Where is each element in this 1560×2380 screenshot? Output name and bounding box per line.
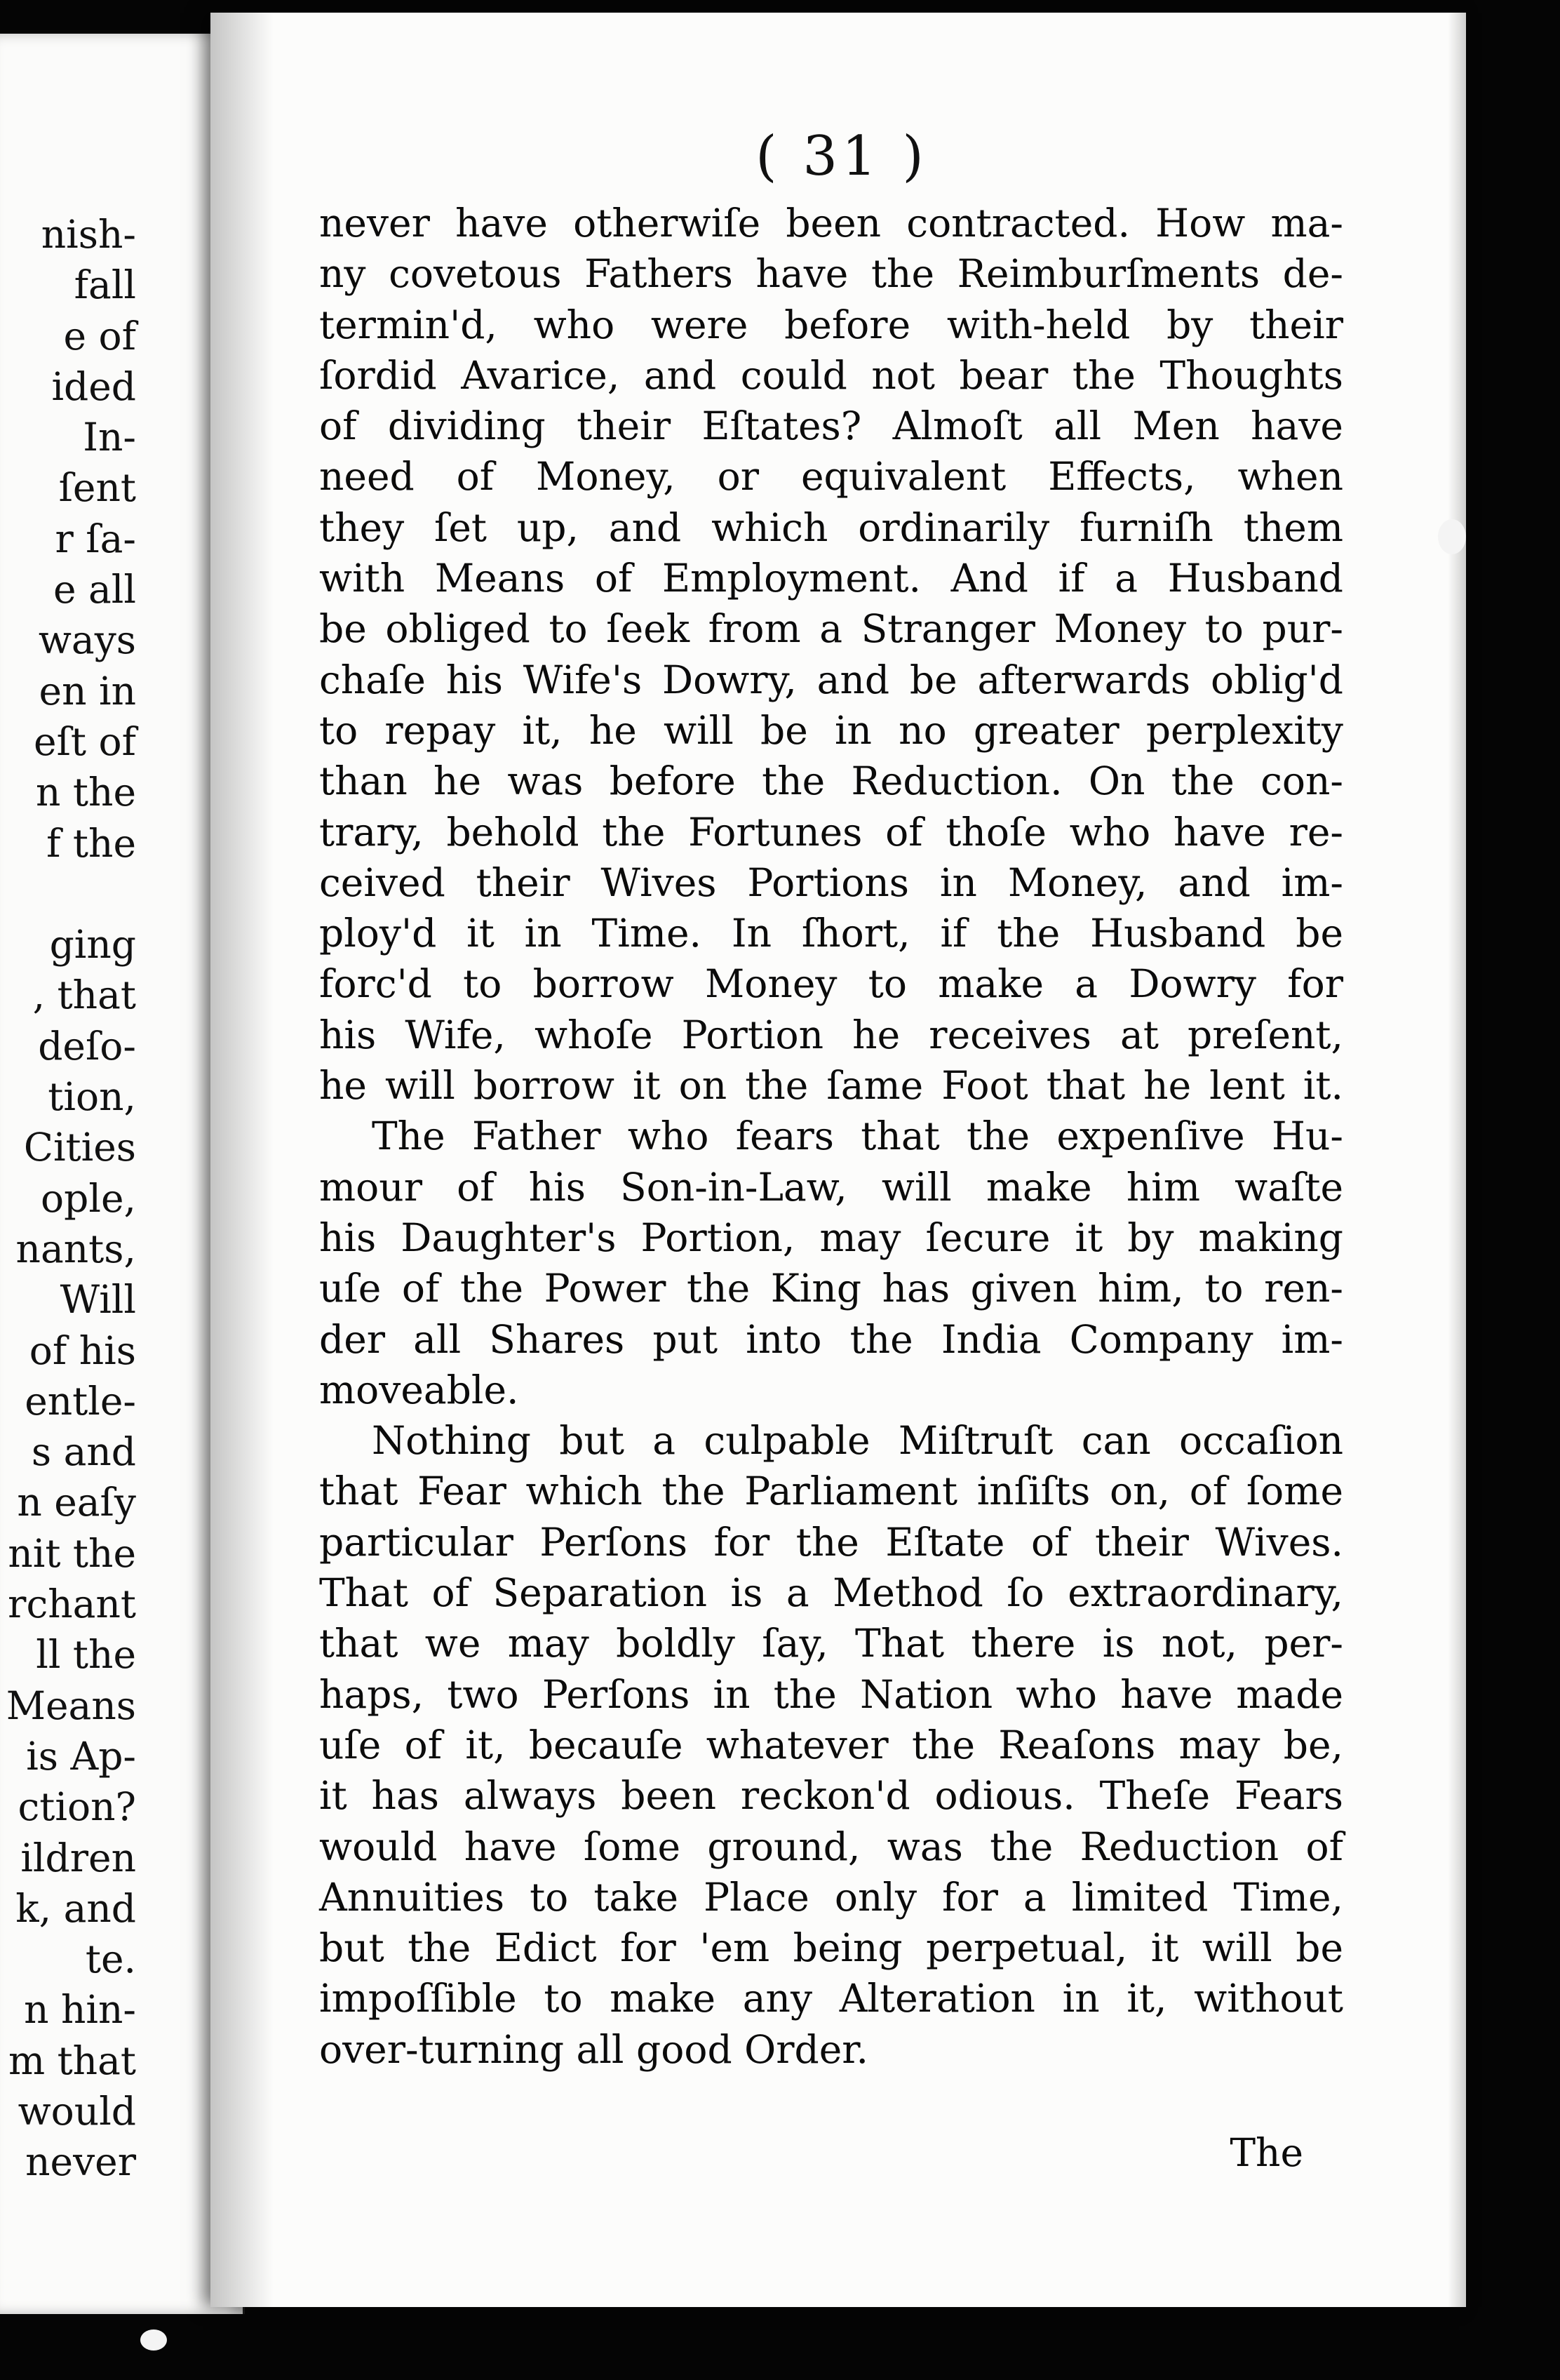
left-line: [0, 869, 136, 919]
left-facing-page: [0, 34, 245, 2314]
left-line: rchant: [8, 1582, 136, 1627]
left-line: ll the: [36, 1632, 136, 1678]
text-line: particular Perſons for the Eſtate of their Wives.: [319, 1519, 1343, 1565]
text-line: his Wife, whoſe Portion he receives at preſent,: [319, 1012, 1343, 1057]
left-line: Means: [6, 1683, 136, 1728]
text-line: moveable.: [319, 1367, 519, 1412]
text-line: than he was before the Reduction. On the con-: [319, 758, 1343, 804]
left-line: Will: [60, 1277, 136, 1323]
left-line: en in: [39, 668, 136, 714]
left-line: n the: [36, 770, 136, 815]
page-number: ( 31 ): [755, 125, 928, 188]
text-line: it has always been reckon'd odious. Theſe Fears: [319, 1773, 1343, 1819]
left-line: nants,: [15, 1226, 136, 1271]
left-line: k, and: [15, 1885, 136, 1931]
left-line: ging: [49, 922, 136, 968]
paragraph-start-line: Nothing but a culpable Miſtruſt can occaſion: [372, 1418, 1343, 1464]
text-line: chaſe his Wife's Dowry, and be afterwards oblig'd: [319, 657, 1343, 702]
left-line: r ſa-: [55, 516, 136, 561]
left-page-text: [0, 209, 136, 2188]
left-line: Cities: [23, 1125, 136, 1170]
text-line: impoſſible to make any Alteration in it, without: [319, 1976, 1343, 2021]
text-line: ploy'd it in Time. In ſhort, if the Husband be: [319, 911, 1343, 956]
left-line: ildren: [20, 1835, 136, 1880]
left-line: f the: [46, 820, 136, 866]
paragraph-start-line: The Father who fears that the expenſive Hu-: [372, 1114, 1343, 1159]
left-line: ided: [51, 363, 136, 409]
catchword: The: [1230, 2130, 1303, 2175]
text-line: that Fear which the Parliament inſiſts on, of ſome: [319, 1469, 1343, 1514]
text-line: be obliged to ſeek from a Stranger Money to pur-: [319, 606, 1343, 652]
left-line: would: [18, 2088, 136, 2134]
body-text: [319, 198, 1343, 2075]
text-line: termin'd, who were before with-held by their: [319, 302, 1343, 347]
left-line: of his: [29, 1328, 136, 1373]
text-line: over-turning all good Order.: [319, 2026, 868, 2072]
left-line: , that: [32, 972, 136, 1018]
left-line: In-: [83, 415, 136, 460]
text-line: but the Edict for 'em being perpetual, it will be: [319, 1925, 1343, 1971]
left-line: n eaſy: [17, 1480, 136, 1525]
text-line: ceived their Wives Portions in Money, and im-: [319, 860, 1343, 905]
text-line: uſe of it, becauſe whatever the Reaſons may be,: [319, 1722, 1343, 1767]
gutter-shadow: [210, 13, 274, 2307]
left-line: e of: [63, 313, 136, 359]
text-line: of dividing their Eſtates? Almoſt all Men have: [319, 403, 1343, 449]
text-line: haps, two Perſons in the Nation who have made: [319, 1671, 1343, 1717]
text-line: with Means of Employment. And if a Husband: [319, 556, 1343, 601]
left-line: entle-: [25, 1378, 136, 1424]
main-page: [210, 13, 1466, 2307]
left-line: tion,: [48, 1074, 136, 1120]
left-line: ways: [38, 617, 136, 663]
text-line: ſordid Avarice, and could not bear the Thoughts: [319, 352, 1343, 398]
text-line: Annuities to take Place only for a limited Time,: [319, 1874, 1343, 1920]
left-line: ople,: [41, 1175, 136, 1221]
left-line: ſent: [58, 465, 136, 511]
page-edge: [1448, 13, 1466, 2307]
dust-speck: [1438, 519, 1466, 554]
left-line: ction?: [18, 1784, 136, 1830]
left-line: te.: [85, 1937, 136, 1982]
text-line: ny covetous Fathers have the Reimburſments de-: [319, 251, 1343, 297]
text-line: that we may boldly ſay, That there is not, per-: [319, 1621, 1343, 1666]
left-line: n hin-: [24, 1987, 136, 2033]
left-line: m that: [8, 2038, 136, 2083]
text-line: trary, behold the Fortunes of thoſe who have re-: [319, 809, 1343, 855]
left-line: eſt of: [34, 718, 136, 764]
text-line: uſe of the Power the King has given him, to ren-: [319, 1266, 1343, 1311]
text-line: to repay it, he will be in no greater perplexity: [319, 707, 1343, 753]
left-line: is Ap-: [26, 1733, 136, 1779]
text-line: they ſet up, and which ordinarily furniſh them: [319, 504, 1343, 550]
text-line: never have otherwiſe been contracted. How ma-: [319, 201, 1343, 246]
text-line: mour of his Son-in-Law, will make him waſte: [319, 1164, 1343, 1210]
text-line: forc'd to borrow Money to make a Dowry for: [319, 961, 1343, 1007]
text-line: der all Shares put into the India Company im-: [319, 1316, 1343, 1362]
text-line: That of Separation is a Method ſo extraordinary,: [319, 1570, 1343, 1616]
left-line: nish-: [41, 212, 136, 257]
text-line: need of Money, or equivalent Effects, when: [319, 454, 1343, 500]
text-line: he will borrow it on the ſame Foot that he lent it.: [319, 1063, 1343, 1109]
text-line: would have ſome ground, was the Reduction of: [319, 1824, 1343, 1869]
left-line: s and: [31, 1429, 136, 1475]
dust-speck: [140, 2329, 167, 2351]
left-line: deſo-: [38, 1023, 136, 1069]
left-line: fall: [74, 262, 136, 308]
left-line: never: [25, 2139, 136, 2185]
left-line: e all: [53, 567, 136, 613]
left-line: nit the: [8, 1530, 136, 1576]
text-line: his Daughter's Portion, may ſecure it by making: [319, 1215, 1343, 1260]
